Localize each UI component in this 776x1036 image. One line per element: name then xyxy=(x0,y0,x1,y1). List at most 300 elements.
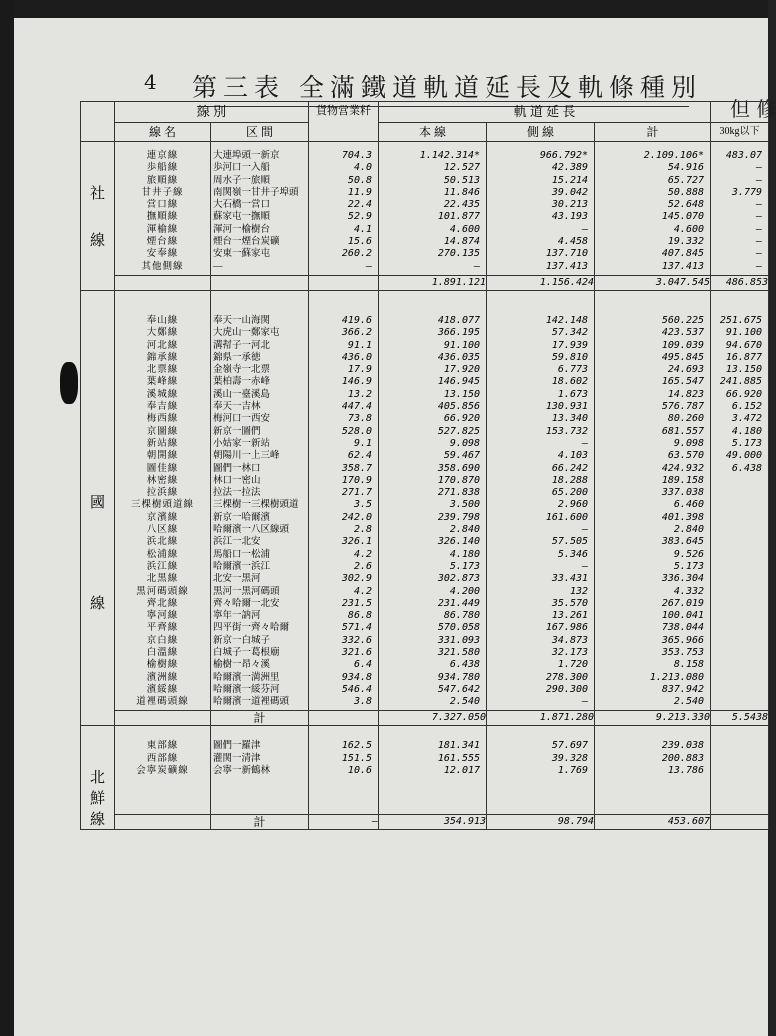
subtotal-row xyxy=(81,815,769,830)
cell-main: 4.600 xyxy=(449,223,481,235)
cell-section: 哈爾濱一道裡碼頭 xyxy=(213,697,290,708)
cell-side: 137.710 xyxy=(545,248,589,260)
group-label-char: 國 xyxy=(89,494,105,511)
group-label-text xyxy=(81,142,114,250)
subtotal-total: 3.047.545 xyxy=(595,275,711,290)
cell-km: 260.2 xyxy=(341,248,373,260)
column-name xyxy=(115,142,211,276)
column-rail xyxy=(711,290,769,711)
cell-name: 松浦線 xyxy=(146,549,179,560)
column-km xyxy=(309,726,379,815)
cell-side: 4.458 xyxy=(557,236,589,248)
cell-total: 200.883 xyxy=(661,752,705,764)
cell-km: 50.8 xyxy=(347,174,373,186)
cell-km: 62.4 xyxy=(347,450,373,462)
column-main xyxy=(379,142,487,276)
cell-total: 837.942 xyxy=(661,683,705,695)
column-main xyxy=(379,726,487,815)
group-label xyxy=(81,142,115,291)
cell-main: 2.840 xyxy=(449,524,481,536)
cell-side: 57.342 xyxy=(551,327,589,339)
subtotal-rail: 5.5438 xyxy=(711,711,769,726)
scan-border-top xyxy=(0,0,768,18)
cell-name: 其他側線 xyxy=(141,261,184,272)
cell-km: 170.9 xyxy=(341,474,373,486)
cell-name: 浜江線 xyxy=(146,561,179,572)
cell-side: 35.570 xyxy=(551,597,589,609)
subtotal-side: 1.871.280 xyxy=(487,711,595,726)
cell-main: 86.780 xyxy=(443,610,481,622)
cell-km: 419.6 xyxy=(341,314,373,326)
cell-main: 418.077 xyxy=(437,314,481,326)
cell-name: 白溫線 xyxy=(146,647,179,658)
cell-side: 18.602 xyxy=(551,376,589,388)
cell-name: 東部線 xyxy=(146,741,179,752)
cell-side: 13.261 xyxy=(551,610,589,622)
cell-side: 33.431 xyxy=(551,573,589,585)
cell-side: — xyxy=(581,696,589,708)
cell-name: 拉浜線 xyxy=(146,488,179,499)
cell-name: 奉山線 xyxy=(146,315,179,326)
column-km xyxy=(309,290,379,711)
cell-km: 11.9 xyxy=(347,186,373,198)
cell-km: 436.0 xyxy=(341,351,373,363)
cell-main: 271.838 xyxy=(437,487,481,499)
cell-main: 181.341 xyxy=(437,740,481,752)
cell-total: 50.888 xyxy=(667,186,705,198)
header-main-line: 本 線 xyxy=(379,123,487,142)
cell-main: 13.150 xyxy=(443,388,481,400)
cell-side: 2.960 xyxy=(557,499,589,511)
subtotal-side: 98.794 xyxy=(487,815,595,830)
cell-km: 2.8 xyxy=(353,524,373,536)
cell-rail: — xyxy=(755,260,763,272)
track-length-table xyxy=(80,101,769,830)
cell-side: 137.413 xyxy=(545,260,589,272)
cell-main: 934.780 xyxy=(437,671,481,683)
group-label-text xyxy=(81,726,114,829)
cell-rail: 13.150 xyxy=(725,364,763,376)
cell-km: 528.0 xyxy=(341,425,373,437)
cell-rail: 483.07 xyxy=(725,150,763,161)
cell-name: 黒河碼頭線 xyxy=(136,586,189,597)
cell-km: 2.6 xyxy=(353,560,373,572)
cell-section: 灌関一清津 xyxy=(213,753,261,764)
cell-main: 5.173 xyxy=(449,560,481,572)
cell-total: 423.537 xyxy=(661,327,705,339)
cell-section: 黒河一黒河碼頭 xyxy=(213,586,280,597)
cell-name: 京圖線 xyxy=(146,426,179,437)
cell-side: 278.300 xyxy=(545,671,589,683)
cell-name: 錦承線 xyxy=(146,352,179,363)
cell-km: 302.9 xyxy=(341,573,373,585)
cell-km: 52.9 xyxy=(347,211,373,223)
cell-total: 14.823 xyxy=(667,388,705,400)
cell-section: 林口一密山 xyxy=(213,475,261,486)
cell-side: 4.103 xyxy=(557,450,589,462)
group-label xyxy=(81,290,115,726)
cell-section: 周水子一旅順 xyxy=(213,175,271,186)
cell-km: 271.7 xyxy=(341,487,373,499)
cell-section: 浜江一北安 xyxy=(213,537,261,548)
cell-main: 170.870 xyxy=(437,474,481,486)
cell-total: 337.038 xyxy=(661,487,705,499)
cell-main: 14.874 xyxy=(443,236,481,248)
cell-km: 22.4 xyxy=(347,199,373,211)
cell-section: 拉法一拉法 xyxy=(213,488,261,499)
cell-main: 331.093 xyxy=(437,634,481,646)
cell-section: — xyxy=(213,261,223,272)
cell-total: 407.845 xyxy=(661,248,705,260)
group-label-text xyxy=(81,291,114,613)
cell-rail: 3.779 xyxy=(731,186,763,198)
cell-main: 366.195 xyxy=(437,327,481,339)
cell-total: 353.753 xyxy=(661,646,705,658)
cell-total: 383.645 xyxy=(661,536,705,548)
cell-total: 365.966 xyxy=(661,634,705,646)
cell-km: 447.4 xyxy=(341,401,373,413)
header-rail-blank xyxy=(711,102,769,123)
cell-total: 4.600 xyxy=(673,223,705,235)
cell-total: 65.727 xyxy=(667,174,705,186)
cell-name: 会寧炭礦線 xyxy=(136,766,189,777)
cell-main: 12.017 xyxy=(443,765,481,777)
cell-name: 甘井子線 xyxy=(141,187,184,198)
cell-section: 葉柏壽一赤峰 xyxy=(213,377,271,388)
cell-rail: — xyxy=(755,236,763,248)
cell-section: 哈爾濱一浜江 xyxy=(213,561,271,572)
column-section xyxy=(211,142,309,276)
cell-section: 歩河口一入船 xyxy=(213,163,271,174)
table-title: 第三表 全滿鐵道軌道延長及軌條種別 xyxy=(192,73,702,102)
cell-side: 57.505 xyxy=(551,536,589,548)
cell-section: 蘇家屯一撫順 xyxy=(213,212,271,223)
cell-rail: 49.000 xyxy=(725,450,763,462)
cell-total: 424.932 xyxy=(661,462,705,474)
subtotal-row xyxy=(81,711,769,726)
cell-total: 560.225 xyxy=(661,314,705,326)
subtotal-rail: 486.853 xyxy=(711,275,769,290)
cell-name: 葉峰線 xyxy=(146,377,179,388)
cell-name: 連京線 xyxy=(146,151,179,161)
column-section xyxy=(211,290,309,711)
cell-side: — xyxy=(581,223,589,235)
cell-total: 6.460 xyxy=(673,499,705,511)
cell-name: 西部線 xyxy=(146,753,179,764)
cell-section: 南関嶺一甘井子埠頭 xyxy=(213,187,299,198)
group-label-char: 鮮 xyxy=(89,791,105,808)
subtotal-label xyxy=(211,275,309,290)
subtotal-name-blank xyxy=(115,711,211,726)
cell-side: 6.773 xyxy=(557,364,589,376)
cell-section: 溝幇子一河北 xyxy=(213,340,271,351)
cell-total: 52.648 xyxy=(667,199,705,211)
group-label-char: 線 xyxy=(89,595,105,612)
cell-section: 奉天一山海関 xyxy=(213,315,271,326)
subtotal-total: 453.607 xyxy=(595,815,711,830)
cell-main: 321.580 xyxy=(437,646,481,658)
ink-blot xyxy=(60,362,78,404)
subtotal-total: 9.213.330 xyxy=(595,711,711,726)
cell-main: 358.690 xyxy=(437,462,481,474)
cell-rail: 4.180 xyxy=(731,425,763,437)
cell-section: 三棵樹一三棵樹頭道 xyxy=(213,500,299,511)
subtotal-rail xyxy=(711,815,769,830)
column-rail xyxy=(711,726,769,815)
header-total: 計 xyxy=(595,123,711,142)
cell-km: 4.2 xyxy=(353,585,373,597)
cell-name: 濱洲線 xyxy=(146,672,179,683)
group-block xyxy=(81,142,769,276)
cell-main: 146.945 xyxy=(437,376,481,388)
cell-name: 旅順線 xyxy=(146,175,179,186)
group-label-char: 線 xyxy=(89,233,105,249)
subtotal-main: 1.891.121 xyxy=(379,275,487,290)
cell-side: 15.214 xyxy=(551,174,589,186)
cell-main: 231.449 xyxy=(437,597,481,609)
subtotal-row xyxy=(81,275,769,290)
cell-total: 239.038 xyxy=(661,740,705,752)
cell-side: 39.042 xyxy=(551,186,589,198)
cell-name: 圖佳線 xyxy=(146,463,179,474)
column-main xyxy=(379,290,487,711)
cell-total: 9.098 xyxy=(673,437,705,449)
cell-total: 681.557 xyxy=(661,425,705,437)
cell-section: 四平街一齊々哈爾 xyxy=(213,623,290,634)
cell-km: 546.4 xyxy=(341,683,373,695)
header-side-line: 側 線 xyxy=(487,123,595,142)
header-rail-30kg: 30kg以下 xyxy=(711,123,769,142)
cell-km: 571.4 xyxy=(341,622,373,634)
cell-km: 6.4 xyxy=(353,659,373,671)
cell-rail: — xyxy=(755,248,763,260)
cell-section: 哈爾濱一綏芬河 xyxy=(213,684,280,695)
cell-name: 濱綏線 xyxy=(146,684,179,695)
column-rail xyxy=(711,142,769,276)
cell-section: 会寧一新鶴林 xyxy=(213,766,271,777)
subtotal-side: 1.156.424 xyxy=(487,275,595,290)
cell-section: 大虎山一鄭家屯 xyxy=(213,328,280,339)
cell-section: 哈爾濱一八区線頭 xyxy=(213,525,290,536)
cell-rail: 251.675 xyxy=(719,314,763,326)
cell-section: 哈爾濱一満洲里 xyxy=(213,672,280,683)
subtotal-main: 7.327.050 xyxy=(379,711,487,726)
subtotal-name-blank xyxy=(115,275,211,290)
cell-km: 4.2 xyxy=(353,548,373,560)
cell-side: 30.213 xyxy=(551,199,589,211)
cell-name: 安奉線 xyxy=(146,249,179,260)
cell-rail: 5.173 xyxy=(731,437,763,449)
subtotal-main: 354.913 xyxy=(379,815,487,830)
cell-total: 8.158 xyxy=(673,659,705,671)
cell-rail: — xyxy=(755,223,763,235)
cell-main: 239.798 xyxy=(437,511,481,523)
cell-section: 圖們一羅津 xyxy=(213,741,261,752)
cell-side: 42.389 xyxy=(551,162,589,174)
cell-name: 道裡碼頭線 xyxy=(136,697,189,708)
cell-side: 43.193 xyxy=(551,211,589,223)
cell-side: 130.931 xyxy=(545,401,589,413)
group-label-char: 社 xyxy=(89,186,105,202)
cell-section: 煙台一煙台炭礦 xyxy=(213,237,280,248)
cell-side: 132 xyxy=(569,585,589,597)
cell-section: 大石橋一営口 xyxy=(213,200,271,211)
cell-total: 19.332 xyxy=(667,236,705,248)
cell-total: 109.039 xyxy=(661,339,705,351)
cell-section: 渾河一榆樹台 xyxy=(213,224,271,235)
cell-side: 966.792* xyxy=(539,150,589,161)
cell-name: 溪城線 xyxy=(146,389,179,400)
cell-km: 10.6 xyxy=(347,765,373,777)
cell-main: 12.527 xyxy=(443,162,481,174)
cell-rail: 94.670 xyxy=(725,339,763,351)
cell-section: 大連埠頭一新京 xyxy=(213,151,280,161)
cell-main: 91.100 xyxy=(443,339,481,351)
cell-total: 738.044 xyxy=(661,622,705,634)
column-km xyxy=(309,142,379,276)
cell-name: 営口線 xyxy=(146,200,179,211)
cell-name: 三棵樹頭道線 xyxy=(130,500,194,511)
cell-name: 奉吉線 xyxy=(146,402,179,413)
cell-total: 24.693 xyxy=(667,364,705,376)
column-name xyxy=(115,290,211,711)
cell-km: — xyxy=(365,260,373,272)
cell-side: 39.328 xyxy=(551,752,589,764)
cell-name: 北黒線 xyxy=(146,574,179,585)
column-total xyxy=(595,726,711,815)
cell-side: 32.173 xyxy=(551,646,589,658)
cell-total: 80.260 xyxy=(667,413,705,425)
cell-total: 63.570 xyxy=(667,450,705,462)
cell-name: 梅西線 xyxy=(146,414,179,425)
cell-km: 3.5 xyxy=(353,499,373,511)
cell-total: 54.916 xyxy=(667,162,705,174)
column-section xyxy=(211,726,309,815)
cell-main: 4.200 xyxy=(449,585,481,597)
cell-section: 金嶺寺一北票 xyxy=(213,365,271,376)
cell-side: 34.873 xyxy=(551,634,589,646)
cell-main: 22.435 xyxy=(443,199,481,211)
cell-main: 270.135 xyxy=(437,248,481,260)
cell-rail: — xyxy=(755,162,763,174)
cell-name: 八区線 xyxy=(146,525,179,536)
cell-name: 寧河線 xyxy=(146,611,179,622)
cell-total: 9.526 xyxy=(673,548,705,560)
cell-section: 馬船口一松浦 xyxy=(213,549,271,560)
cell-total: 2.109.106* xyxy=(643,150,705,161)
cell-name: 大鄭線 xyxy=(146,328,179,339)
cell-main: 59.467 xyxy=(443,450,481,462)
cell-main: 17.920 xyxy=(443,364,481,376)
cell-section: 錦県一承徳 xyxy=(213,352,261,363)
cell-km: 231.5 xyxy=(341,597,373,609)
group-label xyxy=(81,726,115,830)
cell-side: 18.288 xyxy=(551,474,589,486)
cell-side: 142.148 xyxy=(545,314,589,326)
cell-km: 17.9 xyxy=(347,364,373,376)
cell-km: 86.8 xyxy=(347,610,373,622)
cell-section: 新京一哈爾濱 xyxy=(213,512,271,523)
cell-side: 5.346 xyxy=(557,548,589,560)
cell-main: 570.058 xyxy=(437,622,481,634)
cell-name: 林密線 xyxy=(146,475,179,486)
cell-main: 326.140 xyxy=(437,536,481,548)
cell-km: 162.5 xyxy=(341,740,373,752)
subtotal-km xyxy=(309,711,379,726)
subtotal-km: — xyxy=(309,815,379,830)
cell-name: 浜北線 xyxy=(146,537,179,548)
cell-side: 13.340 xyxy=(551,413,589,425)
column-side xyxy=(487,290,595,711)
cell-name: 平齊線 xyxy=(146,623,179,634)
cell-name: 京白線 xyxy=(146,635,179,646)
cell-rail: 66.920 xyxy=(725,388,763,400)
cell-total: 336.304 xyxy=(661,573,705,585)
header-line-type: 線 別 xyxy=(115,102,309,123)
cell-name: 歩船線 xyxy=(146,163,179,174)
cell-rail: 6.438 xyxy=(731,462,763,474)
header-line-name: 線 名 xyxy=(115,123,211,142)
cell-side: 1.720 xyxy=(557,659,589,671)
column-name xyxy=(115,726,211,815)
cell-section: 小姑家一新站 xyxy=(213,438,271,449)
cell-km: 242.0 xyxy=(341,511,373,523)
cell-rail: 241.885 xyxy=(719,376,763,388)
column-total xyxy=(595,142,711,276)
cell-name: 煙台線 xyxy=(146,237,179,248)
cell-km: 151.5 xyxy=(341,752,373,764)
cell-main: 405.856 xyxy=(437,401,481,413)
cell-section: 溪山一臺溪島 xyxy=(213,389,271,400)
cell-km: 332.6 xyxy=(341,634,373,646)
cell-km: 73.8 xyxy=(347,413,373,425)
cell-side: — xyxy=(581,560,589,572)
cell-name: 榆樹線 xyxy=(146,660,179,671)
cell-side: 66.242 xyxy=(551,462,589,474)
cell-main: 1.142.314* xyxy=(419,150,481,161)
cell-name: 朝開線 xyxy=(146,451,179,462)
cell-rail: — xyxy=(755,174,763,186)
cell-side: 65.200 xyxy=(551,487,589,499)
cell-side: — xyxy=(581,524,589,536)
cell-name: 新站線 xyxy=(146,438,179,449)
header-freight-km: 貨物営業粁 xyxy=(309,102,379,142)
cell-section: 新京一圖們 xyxy=(213,426,261,437)
cell-rail: — xyxy=(755,199,763,211)
group-block xyxy=(81,726,769,815)
cell-section: 齊々哈爾一北安 xyxy=(213,598,280,609)
cell-main: 547.642 xyxy=(437,683,481,695)
cell-rail: 6.152 xyxy=(731,401,763,413)
cell-section: 新京一白城子 xyxy=(213,635,271,646)
cell-total: 165.547 xyxy=(661,376,705,388)
cell-km: 15.6 xyxy=(347,236,373,248)
cell-main: 66.920 xyxy=(443,413,481,425)
cell-rail: 3.472 xyxy=(731,413,763,425)
cell-total: 576.787 xyxy=(661,401,705,413)
cell-total: 100.041 xyxy=(661,610,705,622)
cell-total: 13.786 xyxy=(667,765,705,777)
cell-side: 167.986 xyxy=(545,622,589,634)
table-body xyxy=(81,142,769,830)
cell-side: 1.769 xyxy=(557,765,589,777)
header-section: 区 間 xyxy=(211,123,309,142)
scan-border-left xyxy=(0,0,14,1036)
header-track-length: 軌 道 延 長 xyxy=(379,102,711,123)
cell-section: 圖們一林口 xyxy=(213,463,261,474)
cell-km: 91.1 xyxy=(347,339,373,351)
cell-main: 436.035 xyxy=(437,351,481,363)
